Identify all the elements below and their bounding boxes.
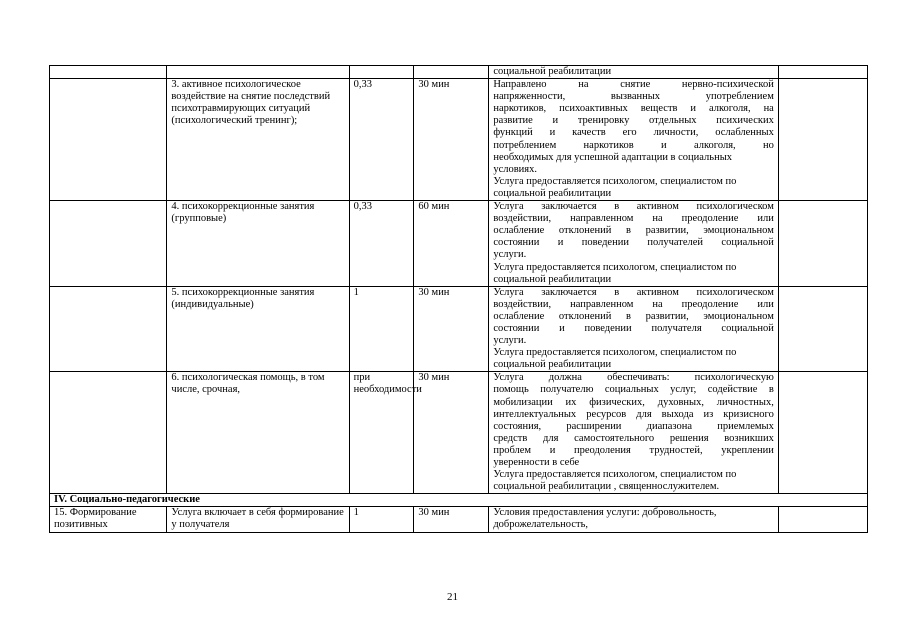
- cell-number: [50, 286, 167, 372]
- cell-note: [778, 201, 867, 287]
- cell-number: [50, 66, 167, 79]
- cell-description: [489, 79, 779, 201]
- cell-description: [489, 201, 779, 287]
- description-line: Услуга должна обеспечивать: психологическую: [493, 372, 774, 384]
- cell-number: 15. Формирование позитивных: [50, 507, 167, 532]
- description-line: мобилизации их физических, духовных, личностных,: [493, 396, 774, 408]
- description-line: состоянии и поведении получателя социальной: [493, 322, 774, 334]
- table-row: [50, 286, 868, 372]
- description-line: интеллектуальных ресурсов для выхода из кризисного: [493, 408, 774, 420]
- description-line: воздействии, направленном на преодоление или: [493, 298, 774, 310]
- description-line: Услуга заключается в активном психологическом: [493, 286, 774, 298]
- cell-time: 30 мин: [414, 372, 489, 494]
- description-line: Услуга заключается в активном психологическом: [493, 201, 774, 213]
- description-line: воздействии, направленном на преодоление или: [493, 213, 774, 225]
- description-line: состоянии и поведении получателей социальной: [493, 237, 774, 249]
- cell-note: [778, 79, 867, 201]
- cell-description: Условия предоставления услуги: добровольность, доброжелательность,: [489, 507, 779, 532]
- cell-description: [489, 286, 779, 372]
- description-last-line: социальной реабилитации: [493, 66, 612, 77]
- cell-volume: 0,33: [349, 79, 414, 201]
- section-header-row: [50, 494, 868, 507]
- cell-service-name: 6. психологическая помощь, в том числе, срочная,: [167, 372, 349, 494]
- table-row: [50, 201, 868, 287]
- cell-description: [489, 372, 779, 494]
- description-line: развитие и тренировку отдельных психических: [493, 115, 774, 127]
- cell-time: [414, 66, 489, 79]
- table-row: [50, 66, 868, 79]
- page-number: 21: [447, 591, 458, 603]
- description-line: потреблением наркотиков и алкоголя, но: [493, 139, 774, 151]
- cell-time: 30 мин: [414, 79, 489, 201]
- description-provider: Услуга предоставляется психологом, специалистом по социальной реабилитации: [493, 175, 737, 199]
- services-table: [49, 65, 868, 533]
- description-line: средств для самостоятельного решения возникших: [493, 432, 774, 444]
- description-provider: Услуга предоставляется психологом, специалистом по социальной реабилитации , священнослужителем.: [493, 469, 737, 493]
- description-line: помощь получателю социальных услуг, содействие в: [493, 384, 774, 396]
- cell-time: 30 мин: [414, 507, 489, 532]
- description-provider: Услуга предоставляется психологом, специалистом по социальной реабилитации: [493, 347, 737, 371]
- cell-service-name: Услуга включает в себя формирование у получателя: [167, 507, 349, 532]
- cell-time: 30 мин: [414, 286, 489, 372]
- table-row: [50, 372, 868, 494]
- cell-note: [778, 286, 867, 372]
- cell-time: 60 мин: [414, 201, 489, 287]
- description-line: Направлено на снятие нервно-психической: [493, 79, 774, 91]
- table-row: [50, 79, 868, 201]
- table-row: [50, 507, 868, 532]
- description-last-line: услуги.: [493, 335, 527, 347]
- cell-number: [50, 79, 167, 201]
- description-line: ослабление отклонений в развитии, эмоциональном: [493, 225, 774, 237]
- description-line: функций и качеств его личности, ослабленных: [493, 127, 774, 139]
- description-line: проблем и преодоления трудностей, укреплении: [493, 444, 774, 456]
- cell-volume: 1: [349, 507, 414, 532]
- description-provider: Услуга предоставляется психологом, специалистом по социальной реабилитации: [493, 261, 737, 285]
- cell-volume: 1: [349, 286, 414, 372]
- cell-note: [778, 66, 867, 79]
- cell-service-name: 5. психокоррекционные занятия (индивидуальные): [167, 286, 349, 372]
- cell-volume: 0,33: [349, 201, 414, 287]
- cell-note: [778, 372, 867, 494]
- cell-service-name: 3. активное психологическое воздействие на снятие последствий психотравмирующих ситуаций (психологический тренинг);: [167, 79, 349, 201]
- description-last-line: необходимых для успешной адаптации в социальных условиях.: [493, 151, 732, 175]
- cell-description: [489, 66, 779, 79]
- description-line: напряженности, вызванных употреблением: [493, 91, 774, 103]
- cell-note: [778, 507, 867, 532]
- section-title: IV. Социально-педагогические: [50, 494, 868, 507]
- cell-service-name: 4. психокоррекционные занятия (групповые): [167, 201, 349, 287]
- cell-volume: при необходимости: [349, 372, 414, 494]
- cell-volume: [349, 66, 414, 79]
- description-line: состояния, расширении диапазона приемлемых: [493, 420, 774, 432]
- description-line: наркотиков, психоактивных веществ и алкоголя, на: [493, 103, 774, 115]
- cell-number: [50, 201, 167, 287]
- description-last-line: услуги.: [493, 249, 527, 261]
- cell-number: [50, 372, 167, 494]
- cell-service-name: [167, 66, 349, 79]
- description-line: ослабление отклонений в развитии, эмоциональном: [493, 310, 774, 322]
- description-last-line: уверенности в себе: [493, 457, 580, 468]
